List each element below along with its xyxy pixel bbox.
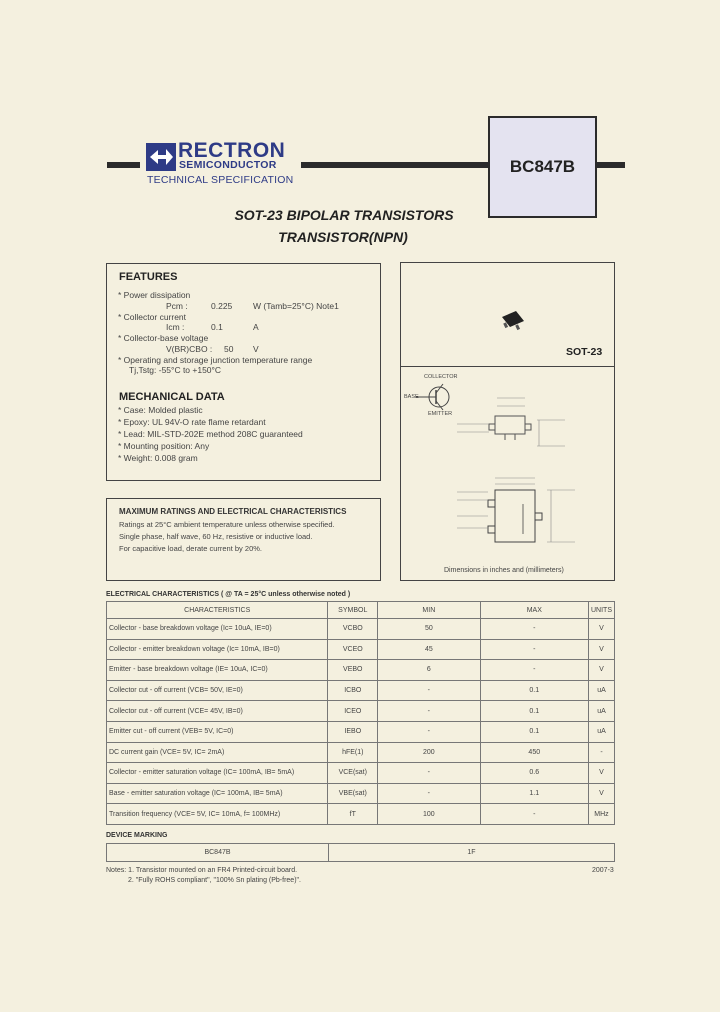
revision-date: 2007-3 [592,867,614,874]
column-header: MAX [480,602,588,619]
feature-unit: A [253,322,259,332]
cell-characteristic: Base - emitter saturation voltage (IC= 100mA, IB= 5mA) [107,783,328,804]
table-header-row [107,602,615,619]
cell-unit: V [588,639,614,660]
sot23-package-icon [498,309,528,336]
feature-value: 0.1 [211,322,223,332]
mechanical-heading: MECHANICAL DATA [119,391,225,403]
note-1: Notes: 1. Transistor mounted on an FR4 Printed-circuit board. [106,867,298,874]
package-divider [400,366,615,367]
feature-value: 50 [224,344,234,354]
cell-min: 50 [378,619,480,640]
feature-symbol: Pcm : [166,301,188,311]
cell-min: 6 [378,660,480,681]
cell-characteristic: Transition frequency (VCE= 5V, IC= 10mA, f= 100MHz) [107,804,328,825]
max-ratings-line: Single phase, half wave, 60 Hz, resistive or inductive load. [119,532,313,541]
header-rule-mid [301,162,488,168]
feature-symbol: Tj,Tstg: -55°C to +150°C [129,365,222,375]
cell-min: - [378,783,480,804]
cell-characteristic: Collector cut - off current (VCE= 45V, IB=0) [107,701,328,722]
brand-subtitle: SEMICONDUCTOR [179,159,277,171]
cell-symbol: hFE(1) [328,742,378,763]
cell-max: 0.1 [480,680,588,701]
feature-label: * Operating and storage junction temperature range [118,355,313,365]
cell-characteristic: Emitter cut - off current (VEB= 5V, IC=0) [107,721,328,742]
title-line-1: SOT-23 BIPOLAR TRANSISTORS [234,207,454,223]
feature-symbol: V(BR)CBO : [166,344,213,354]
cell-characteristic: Collector cut - off current (VCB= 50V, IE=0) [107,680,328,701]
cell-min: 200 [378,742,480,763]
table-row [107,763,615,784]
mechanical-item: * Epoxy: UL 94V-O rate flame retardant [118,417,266,427]
column-header: CHARACTERISTICS [107,602,328,619]
max-ratings-line: Ratings at 25°C ambient temperature unless otherwise specified. [119,520,335,529]
feature-unit: V [253,344,259,354]
cell-max: - [480,619,588,640]
note-2: 2. "Fully ROHS compliant", "100% Sn plating (Pb-free)". [128,877,301,884]
pin-label-base: BASE [404,394,419,400]
cell-max: - [480,660,588,681]
table-row [107,804,615,825]
cell-max: 1.1 [480,783,588,804]
feature-unit: W (Tamb=25°C) Note1 [253,301,339,311]
feature-label: * Collector-base voltage [118,333,209,343]
cell-symbol: IEBO [328,721,378,742]
cell-unit: V [588,619,614,640]
cell-min: - [378,763,480,784]
mechanical-item: * Lead: MIL-STD-202E method 208C guaranteed [118,429,303,439]
marking-code: 1F [329,844,615,862]
features-heading: FEATURES [119,271,178,283]
device-marking-table [106,843,615,862]
cell-unit: V [588,660,614,681]
feature-value: 0.225 [211,301,233,311]
table-row [107,619,615,640]
cell-unit: V [588,763,614,784]
package-top-view-drawing [455,470,580,555]
tagline: TECHNICAL SPECIFICATION [147,174,294,186]
cell-min: - [378,701,480,722]
cell-min: - [378,680,480,701]
cell-max: - [480,639,588,660]
cell-max: 0.1 [480,721,588,742]
cell-min: 45 [378,639,480,660]
part-number-box: BC847B [488,116,597,218]
column-header: SYMBOL [328,602,378,619]
electrical-characteristics-table [106,601,615,825]
table-row [107,721,615,742]
pin-label-emitter: EMITTER [428,411,453,417]
cell-characteristic: Emitter - base breakdown voltage (IE= 10uA, IC=0) [107,660,328,681]
cell-symbol: VCEO [328,639,378,660]
cell-symbol: VBE(sat) [328,783,378,804]
cell-min: - [378,721,480,742]
table-row [107,639,615,660]
elec-caption: ELECTRICAL CHARACTERISTICS ( @ TA = 25°C unless otherwise noted ) [106,591,351,598]
column-header: MIN [378,602,480,619]
cell-characteristic: Collector - emitter saturation voltage (IC= 100mA, IB= 5mA) [107,763,328,784]
pin-label-collector: COLLECTOR [424,374,458,380]
feature-symbol: Icm : [166,322,185,332]
title-line-2: TRANSISTOR(NPN) [278,229,408,245]
cell-symbol: VEBO [328,660,378,681]
feature-label: * Collector current [118,312,187,322]
cell-unit: V [588,783,614,804]
header-rule-left [107,162,140,168]
column-header: UNITS [588,602,614,619]
mechanical-item: * Case: Molded plastic [118,405,203,415]
cell-unit: uA [588,680,614,701]
cell-symbol: ICEO [328,701,378,722]
table-row [107,844,615,862]
cell-unit: uA [588,721,614,742]
mechanical-item: * Weight: 0.008 gram [118,453,198,463]
feature-label: * Power dissipation [118,290,191,300]
cell-characteristic: Collector - base breakdown voltage (Ic= 10uA, IE=0) [107,619,328,640]
cell-characteristic: DC current gain (VCE= 5V, IC= 2mA) [107,742,328,763]
rectron-logo-icon [146,143,176,171]
header-rule-right [597,162,625,168]
device-marking-heading: DEVICE MARKING [106,832,168,839]
cell-max: 0.6 [480,763,588,784]
package-name: SOT-23 [566,346,603,358]
table-row [107,701,615,722]
max-ratings-heading: MAXIMUM RATINGS AND ELECTRICAL CHARACTERISTICS [119,507,347,516]
max-ratings-line: For capacitive load, derate current by 20%. [119,544,262,553]
cell-unit: MHz [588,804,614,825]
cell-symbol: VCE(sat) [328,763,378,784]
cell-max: - [480,804,588,825]
table-row [107,660,615,681]
cell-unit: - [588,742,614,763]
marking-part: BC847B [107,844,329,862]
cell-min: 100 [378,804,480,825]
package-side-view-drawing [455,388,575,463]
table-row [107,783,615,804]
cell-symbol: VCBO [328,619,378,640]
cell-max: 0.1 [480,701,588,722]
cell-symbol: fT [328,804,378,825]
cell-max: 450 [480,742,588,763]
dimensions-caption: Dimensions in inches and (millimeters) [444,567,564,574]
cell-characteristic: Collector - emitter breakdown voltage (Ic= 10mA, IB=0) [107,639,328,660]
cell-symbol: ICBO [328,680,378,701]
mechanical-item: * Mounting position: Any [118,441,210,451]
table-row [107,742,615,763]
table-row [107,680,615,701]
brand-name: RECTRON [178,139,286,162]
cell-unit: uA [588,701,614,722]
